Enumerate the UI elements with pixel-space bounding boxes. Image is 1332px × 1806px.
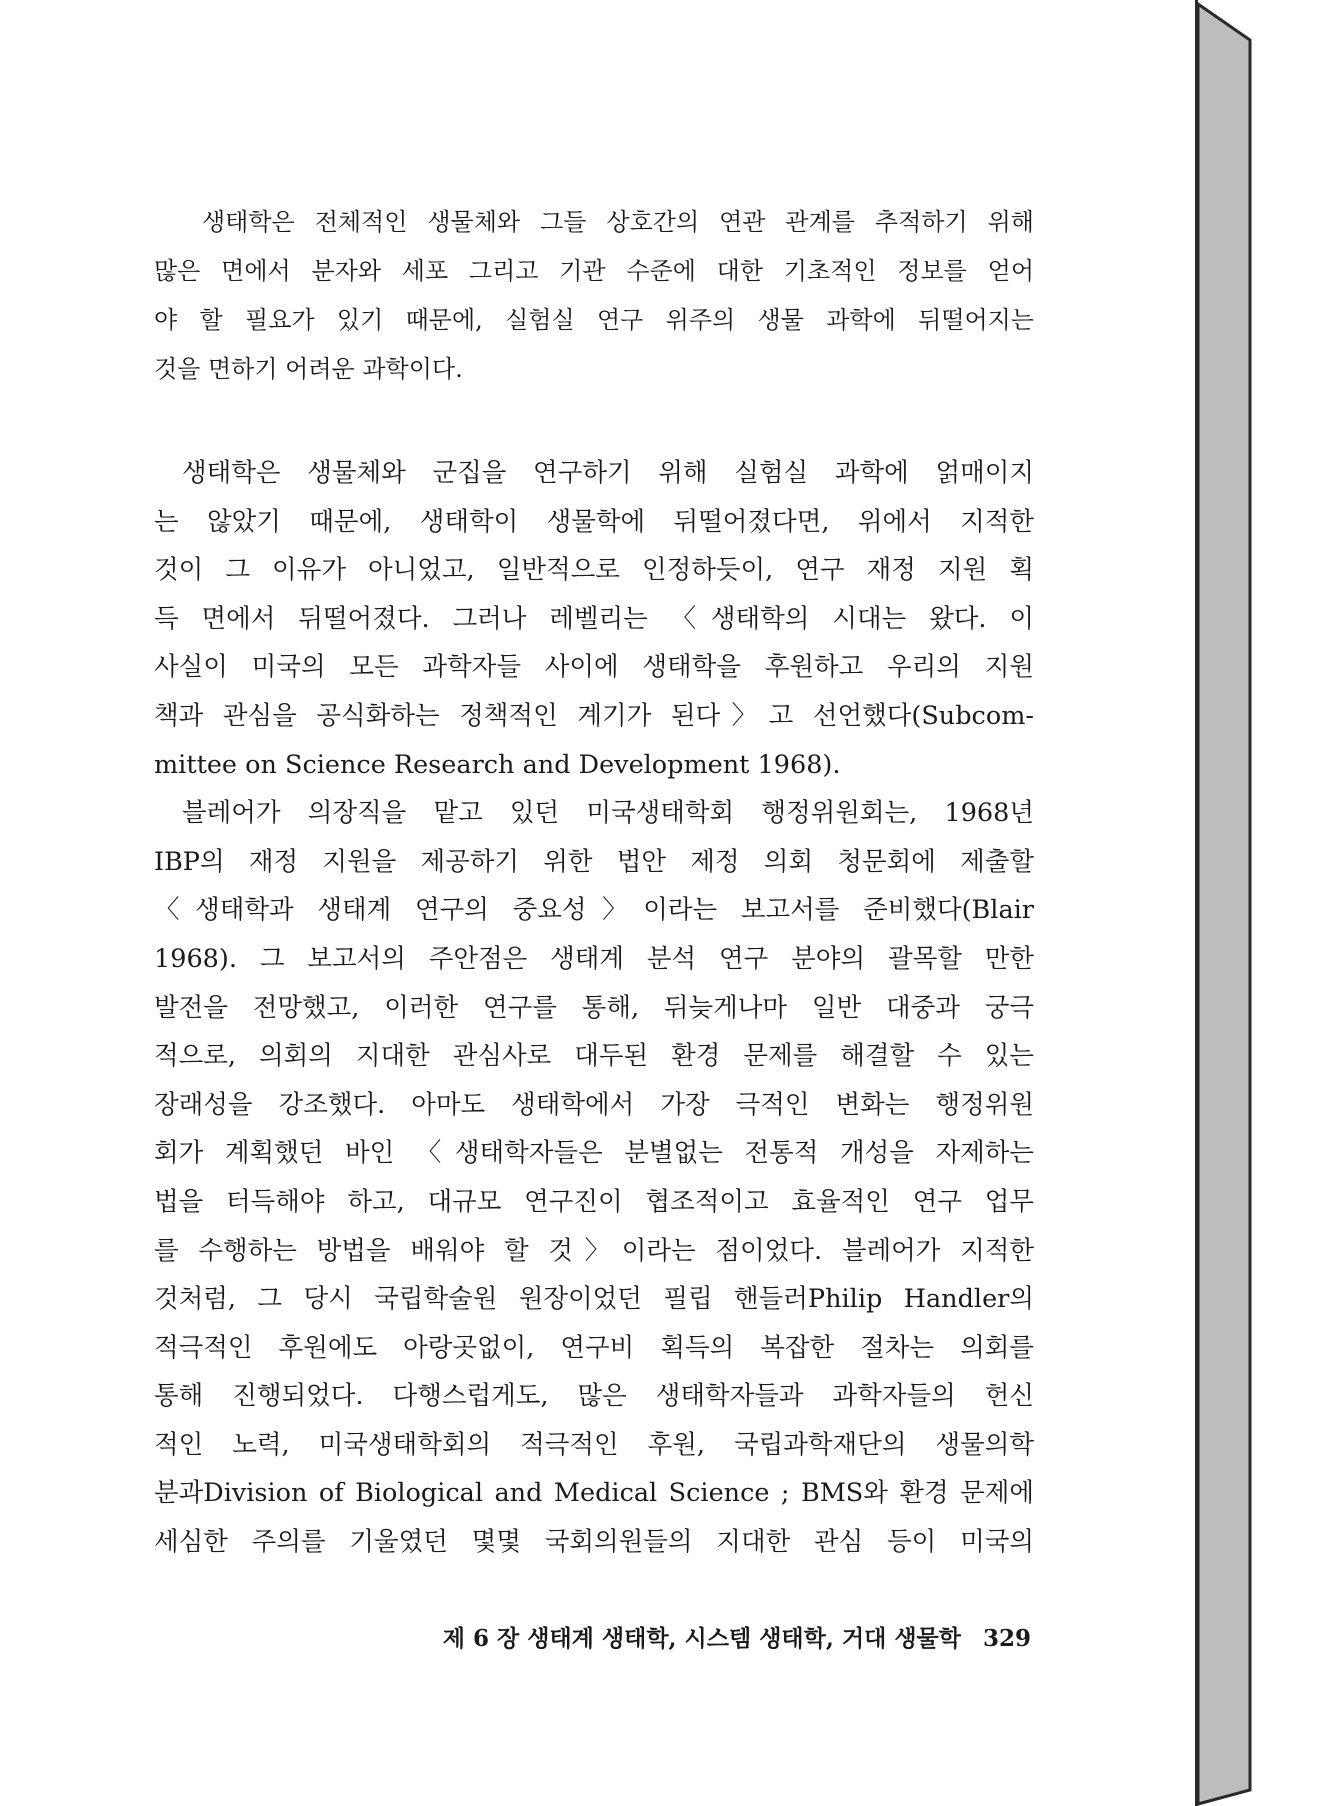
chapter-title: 제 6 장 생태계 생태학, 시스템 생태학, 거대 생물학 (442, 1625, 961, 1652)
body-line: 책과 관심을 공식화하는 정책적인 계기가 된다〉고 선언했다(Subcom- (154, 700, 1034, 731)
body-line: 〈생태학과 생태계 연구의 중요성〉이라는 보고서를 준비했다(Blair (154, 895, 1034, 926)
page-footer (443, 1620, 1031, 1653)
page-number: 329 (982, 1625, 1031, 1652)
body-line: 를 수행하는 방법을 배워야 할 것〉이라는 점이었다. 블레어가 지적한 (154, 1235, 1034, 1266)
quote-line: 많은 면에서 분자와 세포 그리고 기관 수준에 대한 기초적인 정보를 얻어 (154, 257, 1034, 285)
body-line: 분과Division of Biological and Medical Science ; BMS와 환경 문제에 (154, 1478, 1034, 1509)
body-line: 적극적인 후원에도 아랑곳없이, 연구비 획득의 복잡한 절차는 의회를 (154, 1332, 1034, 1363)
body-line: 법을 터득해야 하고, 대규모 연구진이 협조적이고 효율적인 연구 업무 (154, 1186, 1034, 1217)
body-line: 블레어가 의장직을 맡고 있던 미국생태학회 행정위원회는, 1968년 (182, 798, 1034, 829)
body-line: 발전을 전망했고, 이러한 연구를 통해, 뒤늦게나마 일반 대중과 궁극 (154, 992, 1034, 1023)
quote-line: 야 할 필요가 있기 때문에, 실험실 연구 위주의 생물 과학에 뒤떨어지는 (154, 306, 1034, 334)
body-line: 적으로, 의회의 지대한 관심사로 대두된 환경 문제를 해결할 수 있는 (154, 1041, 1034, 1072)
body-line: 것처럼, 그 당시 국립학술원 원장이었던 필립 핸들러Philip Handler의 (154, 1284, 1034, 1315)
body-line: 적인 노력, 미국생태학회의 적극적인 후원, 국립과학재단의 생물의학 (154, 1429, 1034, 1460)
body-line: 통해 진행되었다. 다행스럽게도, 많은 생태학자들과 과학자들의 헌신 (154, 1381, 1034, 1412)
quote-block (154, 198, 1034, 394)
body-line: 득 면에서 뒤떨어졌다. 그러나 레벨리는 〈생태학의 시대는 왔다. 이 (154, 603, 1034, 634)
body-line: 것이 그 이유가 아니었고, 일반적으로 인정하듯이, 연구 재정 지원 획 (154, 555, 1034, 586)
body-text (154, 449, 1034, 1567)
body-line: 사실이 미국의 모든 과학자들 사이에 생태학을 후원하고 우리의 지원 (154, 652, 1034, 683)
quote-line: 것을 면하기 어려운 과학이다. (154, 355, 463, 383)
body-line: 세심한 주의를 기울였던 몇몇 국회의원들의 지대한 관심 등이 미국의 (154, 1527, 1034, 1558)
quote-line: 생태학은 전체적인 생물체와 그들 상호간의 연관 관계를 추적하기 위해 (202, 208, 1034, 236)
body-line: 는 않았기 때문에, 생태학이 생물학에 뒤떨어졌다면, 위에서 지적한 (154, 506, 1034, 537)
body-line: 회가 계획했던 바인 〈생태학자들은 분별없는 전통적 개성을 자제하는 (154, 1138, 1034, 1169)
body-line: 생태학은 생물체와 군집을 연구하기 위해 실험실 과학에 얽매이지 (182, 458, 1034, 488)
body-line: 1968). 그 보고서의 주안점은 생태계 분석 연구 분야의 괄목할 만한 (154, 943, 1034, 974)
body-line: mittee on Science Research and Development 1968). (154, 749, 841, 780)
body-line: IBP의 재정 지원을 제공하기 위한 법안 제정 의회 청문회에 제출할 (154, 846, 1034, 877)
body-line: 장래성을 강조했다. 아마도 생태학에서 가장 극적인 변화는 행정위원 (154, 1089, 1034, 1120)
